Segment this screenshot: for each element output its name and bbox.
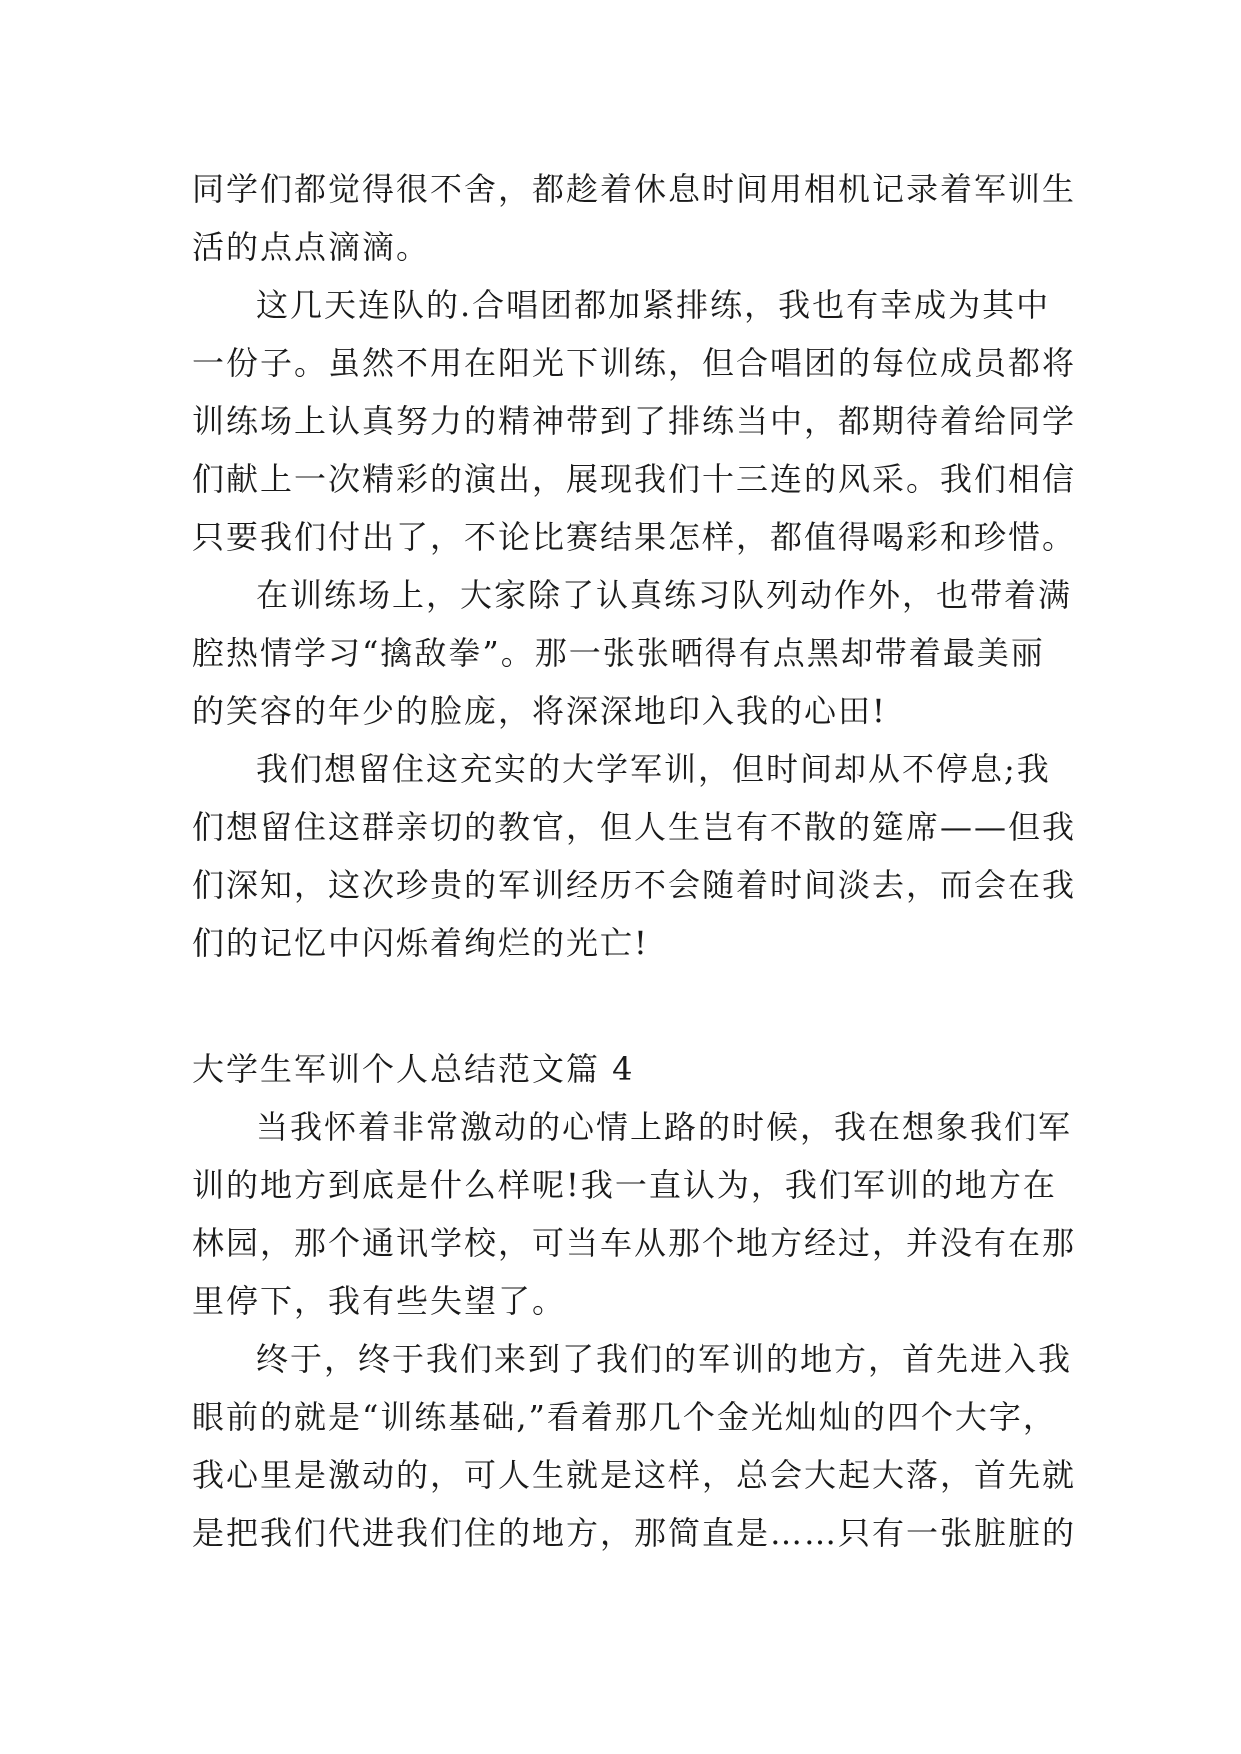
paragraph-line: 当我怀着非常激动的心情上路的时候，我在想象我们军 — [256, 1108, 1073, 1146]
paragraph — [192, 1330, 1077, 1562]
paragraph-line: 里停下，我有些失望了。 — [192, 1282, 567, 1320]
paragraph-line: 们想留住这群亲切的教官，但人生岂有不散的筵席——但我 — [192, 808, 1077, 846]
paragraph-line: 训练场上认真努力的精神带到了排练当中，都期待着给同学 — [192, 402, 1077, 440]
document-body — [192, 160, 1077, 1562]
paragraph — [192, 160, 1077, 276]
section-spacer — [192, 972, 1062, 1040]
paragraph — [192, 276, 1077, 566]
paragraph-line: 的笑容的年少的脸庞，将深深地印入我的心田! — [192, 692, 887, 730]
paragraph-line: 一份子。虽然不用在阳光下训练，但合唱团的每位成员都将 — [192, 344, 1077, 382]
paragraph-line: 眼前的就是“训练基础,”看着那几个金光灿灿的四个大字， — [192, 1398, 1057, 1436]
paragraph-line: 腔热情学习“擒敌拳”。那一张张晒得有点黑却带着最美丽 — [192, 634, 1045, 672]
paragraph-line: 我心里是激动的，可人生就是这样，总会大起大落，首先就 — [192, 1456, 1077, 1494]
paragraph-line: 是把我们代进我们住的地方，那简直是……只有一张脏脏的 — [192, 1514, 1077, 1552]
paragraph-line: 们献上一次精彩的演出，展现我们十三连的风采。我们相信 — [192, 460, 1077, 498]
paragraph-line: 林园，那个通讯学校，可当车从那个地方经过，并没有在那 — [192, 1224, 1077, 1262]
paragraph-line: 在训练场上，大家除了认真练习队列动作外，也带着满 — [256, 576, 1073, 614]
paragraph-line: 们深知，这次珍贵的军训经历不会随着时间淡去，而会在我 — [192, 866, 1077, 904]
paragraph-line: 这几天连队的.合唱团都加紧排练，我也有幸成为其中 — [256, 286, 1051, 324]
paragraph-line: 终于，终于我们来到了我们的军训的地方，首先进入我 — [256, 1340, 1073, 1378]
paragraph — [192, 1098, 1077, 1330]
section-heading: 大学生军训个人总结范文篇 4 — [192, 1050, 635, 1088]
paragraph-line: 活的点点滴滴。 — [192, 228, 431, 266]
paragraph-line: 只要我们付出了，不论比赛结果怎样，都值得喝彩和珍惜。 — [192, 518, 1077, 556]
paragraph-line: 同学们都觉得很不舍，都趁着休息时间用相机记录着军训生 — [192, 170, 1077, 208]
paragraph — [192, 566, 1073, 740]
paragraph-line: 训的地方到底是什么样呢!我一直认为，我们军训的地方在 — [192, 1166, 1057, 1204]
paragraph-line: 们的记忆中闪烁着绚烂的光亡! — [192, 924, 649, 962]
paragraph — [192, 740, 1077, 972]
paragraph-line: 我们想留住这充实的大学军训，但时间却从不停息;我 — [256, 750, 1051, 788]
